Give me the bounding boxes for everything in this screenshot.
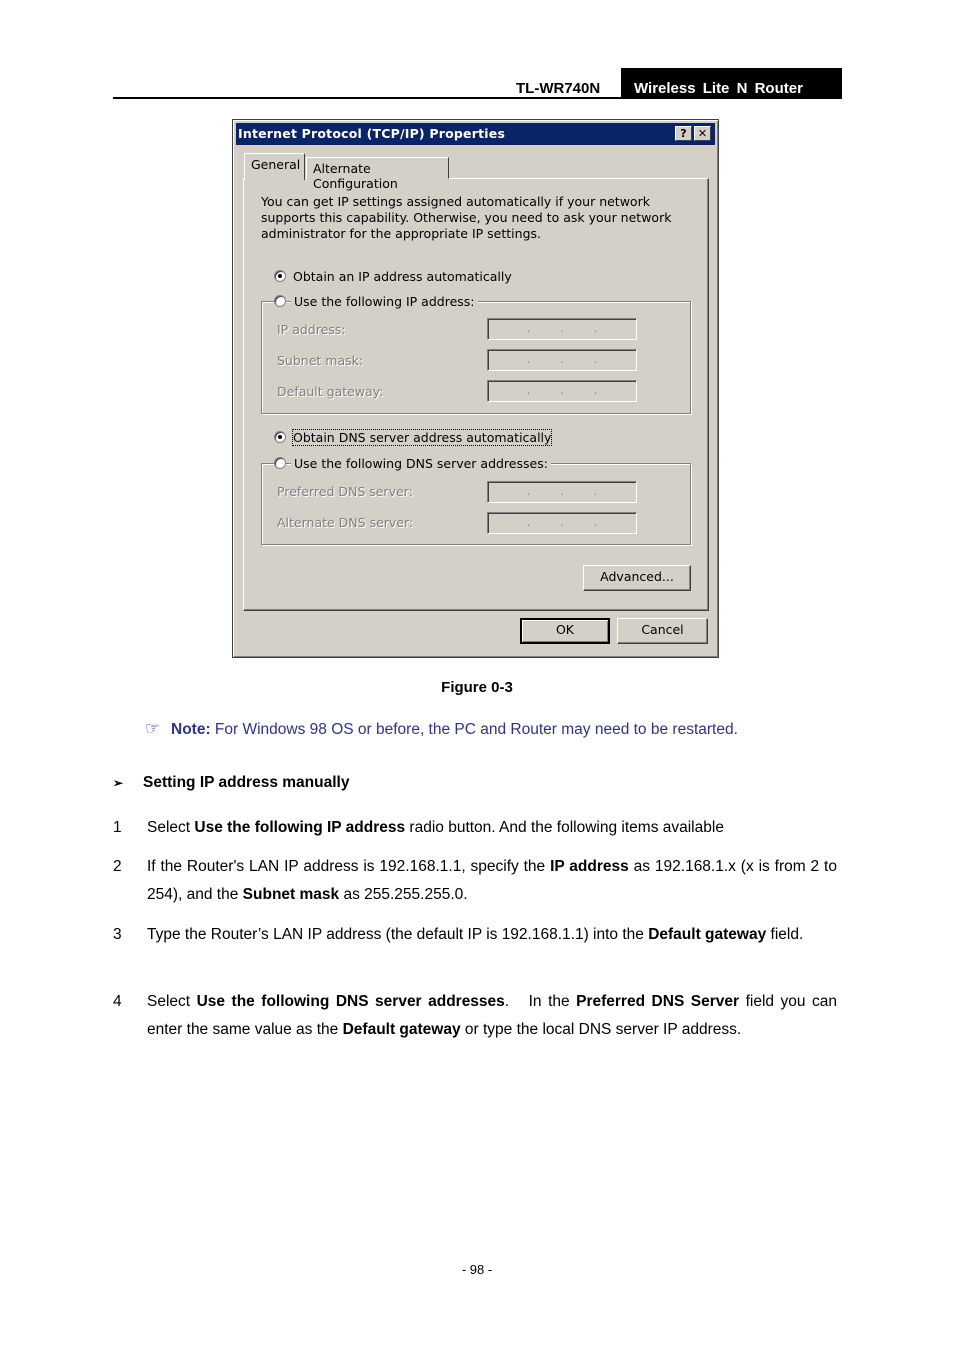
ip-manual-label[interactable]: Use the following IP address: xyxy=(291,294,478,309)
ip-address-field[interactable] xyxy=(487,318,637,340)
dns-auto-radio[interactable] xyxy=(274,431,286,443)
dialog-titlebar[interactable] xyxy=(236,123,715,145)
ok-button[interactable]: OK xyxy=(520,618,610,644)
step-3 xyxy=(113,921,837,949)
step-number: 1 xyxy=(113,819,122,836)
default-gateway-field[interactable] xyxy=(487,380,637,402)
step-4 xyxy=(113,988,842,1043)
note-text: For Windows 98 OS or before, the PC and Router may need to be restarted. xyxy=(214,721,738,738)
step-text: Select Use the following DNS server addresses. In the Preferred DNS Server field you can enter the same value as the Default gateway or type the local DNS server IP address. xyxy=(147,993,842,1038)
step-number: 2 xyxy=(113,858,122,875)
step-number: 4 xyxy=(113,993,122,1010)
header-product: Wireless Lite N Router xyxy=(634,80,803,97)
default-gateway-label: Default gateway: xyxy=(277,384,384,399)
pointing-hand-icon: ☞ xyxy=(145,719,161,738)
ip-auto-label[interactable]: Obtain an IP address automatically xyxy=(293,269,512,284)
section-title: Setting IP address manually xyxy=(143,774,350,791)
step-2 xyxy=(113,853,837,908)
dns-manual-label[interactable]: Use the following DNS server addresses: xyxy=(291,456,551,471)
step-text: If the Router's LAN IP address is 192.168.1.1, specify the IP address as 192.168.1.x (x is from 2 to 254), and the Subnet mask as 255.255.255.0. xyxy=(147,858,837,903)
section-heading xyxy=(113,774,349,792)
dns-manual-radio[interactable] xyxy=(274,457,286,469)
arrow-bullet-icon: ➢ xyxy=(113,776,124,790)
intro-text: You can get IP settings assigned automatically if your network supports this capability. Otherwise, you need to ask your network administrator for the appropriate IP settings. xyxy=(261,194,672,241)
advanced-button[interactable]: Advanced... xyxy=(583,565,691,591)
close-button[interactable]: ✕ xyxy=(694,126,711,141)
preferred-dns-label: Preferred DNS server: xyxy=(277,484,413,499)
dns-auto-label[interactable]: Obtain DNS server address automatically xyxy=(293,430,552,445)
step-1 xyxy=(113,814,837,842)
header-model: TL-WR740N xyxy=(516,80,601,97)
dialog-title: Internet Protocol (TCP/IP) Properties xyxy=(238,126,506,141)
step-text: Type the Router’s LAN IP address (the default IP is 192.168.1.1) into the Default gateway field. xyxy=(147,926,804,943)
step-text: Select Use the following IP address radio button. And the following items available xyxy=(147,819,724,836)
default-gateway-dots: ... xyxy=(526,384,628,397)
step-number: 3 xyxy=(113,926,122,943)
ip-manual-radio[interactable] xyxy=(274,295,286,307)
tab-general[interactable]: General xyxy=(244,153,305,180)
subnet-mask-label: Subnet mask: xyxy=(277,353,364,368)
preferred-dns-dots: ... xyxy=(526,485,628,498)
note xyxy=(145,719,738,739)
preferred-dns-field[interactable] xyxy=(487,481,637,503)
note-label: Note: xyxy=(171,721,211,738)
ip-auto-radio[interactable] xyxy=(274,270,286,282)
ip-address-label: IP address: xyxy=(277,322,346,337)
alternate-dns-label: Alternate DNS server: xyxy=(277,515,414,530)
alternate-dns-field[interactable] xyxy=(487,512,637,534)
tcpip-properties-dialog xyxy=(232,119,719,658)
subnet-mask-field[interactable] xyxy=(487,349,637,371)
figure-caption: Figure 0-3 xyxy=(441,679,513,696)
alternate-dns-dots: ... xyxy=(526,516,628,529)
cancel-button[interactable]: Cancel xyxy=(617,618,708,644)
tab-alternate-configuration[interactable]: Alternate Configuration xyxy=(306,157,449,179)
ip-address-dots: ... xyxy=(526,322,628,335)
subnet-mask-dots: ... xyxy=(526,353,628,366)
help-button[interactable]: ? xyxy=(675,126,692,141)
page-number: - 98 - xyxy=(461,1262,493,1277)
